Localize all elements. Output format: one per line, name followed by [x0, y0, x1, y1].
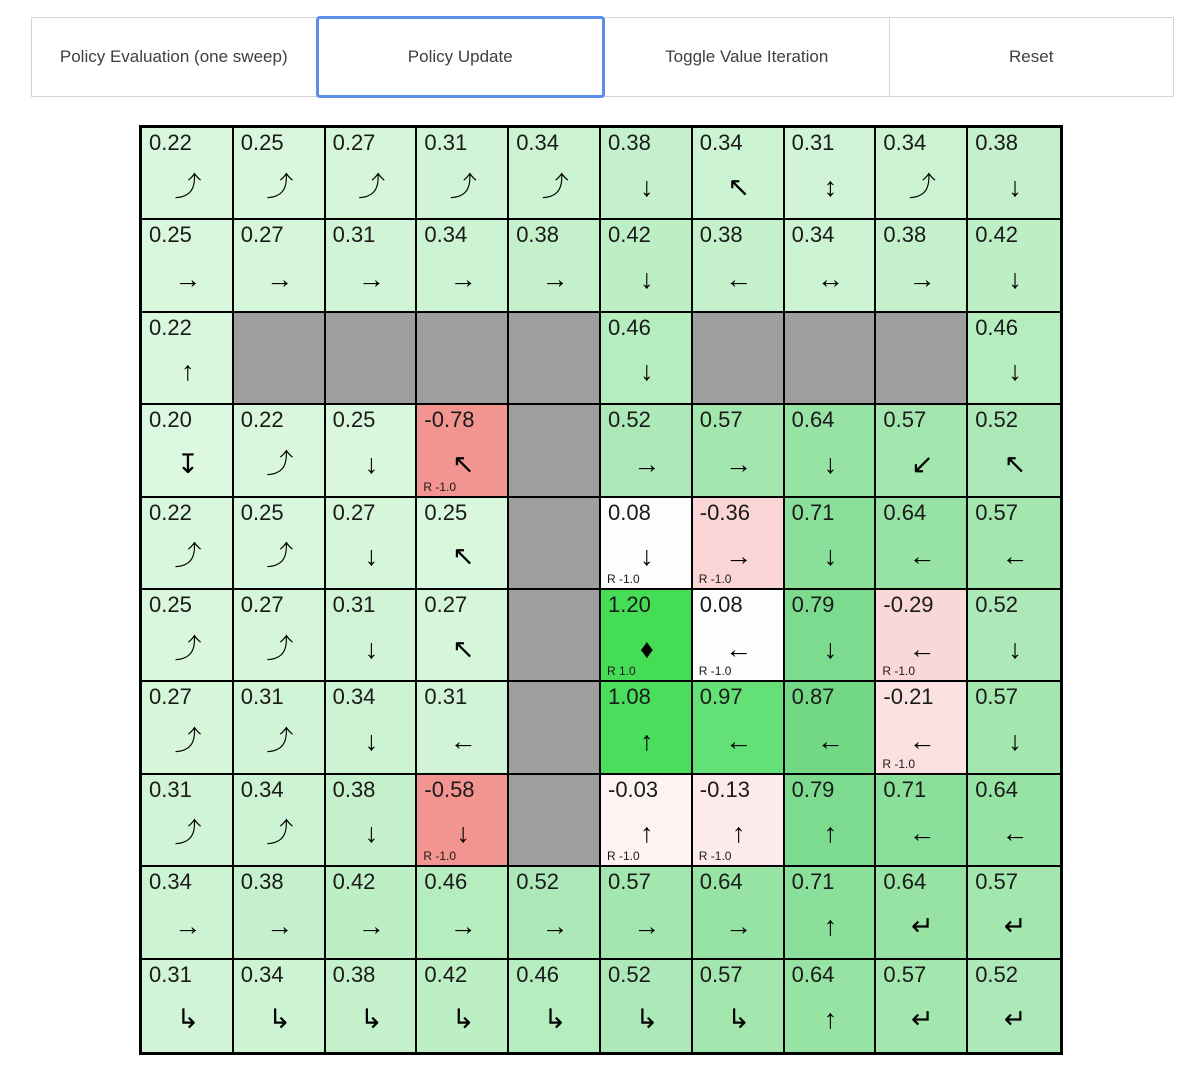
- grid-cell[interactable]: [142, 313, 234, 405]
- grid-cell[interactable]: [876, 960, 968, 1052]
- cell-value: 0.34: [332, 684, 376, 710]
- cell-value: 0.31: [332, 222, 376, 248]
- policy-arrow-icon: ↖: [451, 541, 473, 572]
- policy-arrow-icon: ↳: [268, 1004, 289, 1035]
- cell-value: 0.31: [424, 684, 468, 710]
- cell-value: 0.25: [240, 130, 284, 155]
- grid-cell[interactable]: [234, 220, 326, 312]
- gridworld-grid: [142, 128, 1060, 1052]
- grid-cell-wall[interactable]: [234, 313, 326, 405]
- toolbar: [31, 17, 1173, 97]
- grid-cell[interactable]: [785, 220, 877, 312]
- policy-arrow-icon: ⤴: [357, 171, 383, 202]
- cell-value: 0.27: [332, 130, 376, 155]
- grid-cell[interactable]: [785, 960, 877, 1052]
- grid-cell[interactable]: [417, 867, 509, 959]
- policy-arrow-icon: ♦: [640, 633, 652, 664]
- toolbar-button-label: Policy Evaluation (one sweep): [59, 47, 288, 66]
- policy-arrow-icon: ↓: [640, 264, 652, 295]
- cell-reward-label: R -1.0: [423, 479, 457, 494]
- cell-value: 0.25: [240, 499, 284, 525]
- toolbar-button-label: Policy Update: [407, 47, 513, 66]
- policy-arrow-icon: ⤴: [266, 541, 292, 572]
- grid-cell[interactable]: [326, 498, 418, 590]
- cell-value: -0.21: [883, 684, 934, 710]
- grid-cell[interactable]: [234, 405, 326, 497]
- grid-cell-wall[interactable]: [876, 313, 968, 405]
- grid-cell[interactable]: [785, 498, 877, 590]
- cell-reward-label: R -1.0: [698, 572, 732, 586]
- grid-cell[interactable]: [601, 313, 693, 405]
- policy-arrow-icon: →: [633, 448, 659, 479]
- grid-cell[interactable]: [326, 775, 418, 867]
- policy-arrow-icon: ↑: [731, 818, 744, 849]
- policy-arrow-icon: ↓: [1008, 726, 1020, 757]
- cell-value: 0.27: [332, 499, 376, 525]
- cell-reward-label: R -1.0: [607, 572, 640, 586]
- cell-value: 0.46: [608, 314, 651, 340]
- policy-arrow-icon: ↓: [364, 818, 377, 849]
- policy-arrow-icon: ↧: [176, 448, 198, 479]
- policy-arrow-icon: →: [633, 910, 659, 941]
- grid-cell[interactable]: [509, 960, 601, 1052]
- cell-value: 0.87: [791, 684, 835, 710]
- cell-value: 0.38: [332, 961, 376, 987]
- toolbar-button-1[interactable]: [316, 16, 606, 98]
- cell-value: 0.79: [791, 776, 835, 802]
- grid-cell[interactable]: [876, 682, 968, 774]
- policy-arrow-icon: ⤴: [266, 448, 292, 479]
- policy-arrow-icon: ⤴: [174, 541, 200, 572]
- grid-cell[interactable]: [326, 405, 418, 497]
- policy-arrow-icon: ←: [449, 726, 475, 757]
- policy-arrow-icon: ↓: [1008, 171, 1020, 202]
- cell-value: 0.31: [791, 130, 835, 155]
- grid-cell[interactable]: [142, 960, 234, 1052]
- cell-value: 0.64: [975, 776, 1019, 802]
- policy-arrow-icon: ↑: [823, 818, 836, 849]
- cell-value: 0.57: [975, 684, 1019, 710]
- grid-cell[interactable]: [142, 867, 234, 959]
- grid-cell[interactable]: [601, 220, 693, 312]
- cell-value: 0.52: [975, 961, 1019, 987]
- grid-cell[interactable]: [693, 498, 785, 590]
- grid-cell[interactable]: [785, 405, 877, 497]
- grid-cell[interactable]: [417, 220, 509, 312]
- cell-value: 0.38: [975, 130, 1019, 155]
- cell-value: 0.64: [883, 499, 927, 525]
- policy-arrow-icon: ↳: [635, 1004, 657, 1035]
- grid-cell[interactable]: [601, 867, 693, 959]
- policy-arrow-icon: ←: [725, 633, 751, 664]
- grid-cell[interactable]: [142, 220, 234, 312]
- grid-cell[interactable]: [417, 498, 509, 590]
- grid-cell[interactable]: [968, 682, 1060, 774]
- grid-cell[interactable]: [417, 590, 509, 682]
- cell-value: 0.71: [883, 776, 927, 802]
- cell-value: 0.22: [149, 130, 192, 155]
- cell-reward-label: R 1.0: [607, 664, 636, 679]
- grid-cell[interactable]: [601, 590, 693, 682]
- grid-cell[interactable]: [601, 682, 693, 774]
- cell-value: 0.38: [608, 130, 651, 155]
- policy-arrow-icon: ↓: [364, 448, 377, 479]
- grid-cell-wall[interactable]: [509, 405, 601, 497]
- grid-cell[interactable]: [326, 590, 418, 682]
- policy-arrow-icon: ↖: [451, 633, 473, 664]
- grid-cell[interactable]: [876, 498, 968, 590]
- grid-cell[interactable]: [142, 775, 234, 867]
- grid-cell[interactable]: [693, 682, 785, 774]
- policy-arrow-icon: ←: [725, 726, 751, 757]
- cell-value: 0.71: [791, 499, 835, 525]
- cell-value: 0.57: [608, 869, 651, 895]
- policy-arrow-icon: ←: [908, 633, 934, 664]
- policy-arrow-icon: ↑: [640, 726, 652, 757]
- cell-value: 0.31: [424, 130, 468, 155]
- grid-cell[interactable]: [693, 590, 785, 682]
- cell-value: 0.25: [424, 499, 468, 525]
- toolbar-button-0[interactable]: [31, 17, 317, 97]
- cell-value: 0.31: [332, 592, 376, 617]
- grid-cell[interactable]: [968, 128, 1060, 220]
- grid-cell[interactable]: [785, 775, 877, 867]
- grid-cell[interactable]: [876, 867, 968, 959]
- grid-cell[interactable]: [509, 867, 601, 959]
- policy-arrow-icon: ↓: [823, 541, 836, 572]
- grid-cell[interactable]: [876, 220, 968, 312]
- policy-arrow-icon: ↳: [451, 1004, 473, 1035]
- cell-value: 0.57: [699, 961, 743, 987]
- cell-value: 0.52: [516, 869, 560, 895]
- cell-value: 0.57: [883, 961, 927, 987]
- policy-arrow-icon: ⤴: [266, 726, 292, 757]
- policy-arrow-icon: ←: [1001, 818, 1027, 849]
- toolbar-button-label: Reset: [1009, 47, 1054, 66]
- cell-value: -0.58: [424, 776, 475, 802]
- cell-value: 0.38: [240, 869, 284, 895]
- cell-value: 0.31: [149, 961, 192, 987]
- cell-value: 0.27: [240, 222, 284, 248]
- grid-cell[interactable]: [509, 128, 601, 220]
- grid-cell[interactable]: [234, 682, 326, 774]
- policy-arrow-icon: ↓: [1008, 264, 1020, 295]
- policy-arrow-icon: ↵: [910, 910, 932, 941]
- policy-arrow-icon: →: [174, 264, 200, 295]
- grid-cell[interactable]: [968, 590, 1060, 682]
- policy-arrow-icon: ↔: [816, 264, 842, 295]
- grid-cell[interactable]: [968, 498, 1060, 590]
- grid-cell-wall[interactable]: [509, 313, 601, 405]
- policy-arrow-icon: ⤴: [266, 171, 292, 202]
- cell-value: 0.25: [332, 407, 376, 433]
- cell-value: 0.57: [699, 407, 743, 433]
- policy-arrow-icon: ↑: [823, 910, 836, 941]
- cell-value: 1.20: [608, 592, 651, 617]
- policy-arrow-icon: ⤴: [266, 818, 292, 849]
- grid-cell[interactable]: [693, 128, 785, 220]
- grid-cell[interactable]: [968, 960, 1060, 1052]
- grid-cell[interactable]: [326, 682, 418, 774]
- cell-value: -0.78: [424, 407, 475, 433]
- grid-cell[interactable]: [417, 960, 509, 1052]
- cell-value: 0.38: [699, 222, 743, 248]
- cell-value: 0.34: [791, 222, 835, 248]
- grid-cell-wall[interactable]: [417, 313, 509, 405]
- cell-value: 0.46: [424, 869, 468, 895]
- grid-cell[interactable]: [326, 960, 418, 1052]
- cell-value: 0.42: [424, 961, 468, 987]
- cell-value: 0.34: [240, 961, 284, 987]
- grid-cell[interactable]: [417, 128, 509, 220]
- grid-cell[interactable]: [876, 775, 968, 867]
- cell-value: 0.71: [791, 869, 835, 895]
- policy-arrow-icon: ↙: [910, 448, 932, 479]
- grid-cell[interactable]: [509, 220, 601, 312]
- policy-arrow-icon: ←: [816, 726, 842, 757]
- cell-value: 0.27: [240, 592, 284, 617]
- cell-value: 0.64: [791, 961, 835, 987]
- policy-arrow-icon: ↓: [823, 448, 836, 479]
- policy-arrow-icon: ⤴: [174, 726, 200, 757]
- cell-value: 0.46: [516, 961, 560, 987]
- policy-arrow-icon: ↓: [364, 633, 377, 664]
- cell-reward-label: R -1.0: [882, 664, 916, 679]
- cell-value: 0.34: [699, 130, 743, 155]
- cell-value: 0.25: [149, 222, 192, 248]
- policy-arrow-icon: →: [449, 264, 475, 295]
- cell-value: 1.08: [608, 684, 651, 710]
- cell-value: 0.64: [699, 869, 743, 895]
- policy-arrow-icon: →: [725, 541, 751, 572]
- grid-cell[interactable]: [142, 405, 234, 497]
- grid-cell[interactable]: [234, 960, 326, 1052]
- cell-value: 0.57: [975, 499, 1019, 525]
- policy-arrow-icon: ↖: [451, 448, 473, 479]
- policy-arrow-icon: →: [449, 910, 475, 941]
- grid-cell[interactable]: [326, 220, 418, 312]
- policy-arrow-icon: ↓: [364, 726, 377, 757]
- cell-value: 0.38: [516, 222, 560, 248]
- cell-value: 0.52: [608, 407, 651, 433]
- grid-cell[interactable]: [234, 498, 326, 590]
- grid-cell[interactable]: [876, 405, 968, 497]
- cell-value: 0.64: [791, 407, 835, 433]
- grid-cell[interactable]: [785, 590, 877, 682]
- grid-cell[interactable]: [417, 405, 509, 497]
- cell-value: 0.52: [975, 592, 1019, 617]
- grid-cell[interactable]: [968, 313, 1060, 405]
- cell-value: 0.46: [975, 314, 1019, 340]
- policy-arrow-icon: ↑: [181, 356, 193, 387]
- cell-reward-label: R -1.0: [882, 756, 916, 771]
- grid-cell[interactable]: [142, 128, 234, 220]
- cell-value: 0.97: [699, 684, 743, 710]
- grid-cell[interactable]: [234, 775, 326, 867]
- cell-value: 0.31: [240, 684, 284, 710]
- cell-value: 0.22: [149, 314, 192, 340]
- cell-value: 0.25: [149, 592, 192, 617]
- cell-value: 0.22: [240, 407, 284, 433]
- grid-cell[interactable]: [601, 775, 693, 867]
- grid-cell[interactable]: [142, 590, 234, 682]
- grid-cell[interactable]: [785, 867, 877, 959]
- grid-cell-wall[interactable]: [509, 775, 601, 867]
- grid-cell-wall[interactable]: [326, 313, 418, 405]
- toolbar-button-3[interactable]: [889, 17, 1175, 97]
- cell-value: -0.36: [699, 499, 750, 525]
- cell-value: 0.42: [332, 869, 376, 895]
- policy-arrow-icon: ↖: [727, 171, 748, 202]
- policy-arrow-icon: →: [357, 910, 383, 941]
- cell-value: 0.34: [149, 869, 192, 895]
- cell-value: 0.08: [699, 592, 743, 617]
- cell-value: -0.13: [699, 776, 750, 802]
- cell-value: -0.29: [883, 592, 934, 617]
- grid-cell[interactable]: [326, 867, 418, 959]
- toolbar-button-2[interactable]: [604, 17, 890, 97]
- policy-arrow-icon: ↑: [640, 818, 652, 849]
- policy-arrow-icon: →: [266, 264, 292, 295]
- policy-arrow-icon: ↓: [823, 633, 836, 664]
- grid-cell-wall[interactable]: [693, 313, 785, 405]
- grid-cell[interactable]: [234, 867, 326, 959]
- cell-value: 0.22: [149, 499, 192, 525]
- policy-arrow-icon: ⤴: [266, 633, 292, 664]
- grid-cell[interactable]: [693, 405, 785, 497]
- policy-arrow-icon: ←: [908, 541, 934, 572]
- grid-cell-wall[interactable]: [509, 498, 601, 590]
- grid-cell[interactable]: [785, 128, 877, 220]
- cell-value: 0.42: [608, 222, 651, 248]
- policy-arrow-icon: ⤴: [174, 171, 200, 202]
- policy-arrow-icon: ↳: [543, 1004, 565, 1035]
- grid-cell[interactable]: [693, 867, 785, 959]
- grid-cell[interactable]: [968, 220, 1060, 312]
- cell-value: 0.34: [516, 130, 560, 155]
- grid-cell[interactable]: [693, 960, 785, 1052]
- grid-cell[interactable]: [234, 590, 326, 682]
- cell-reward-label: R -1.0: [423, 849, 457, 864]
- policy-arrow-icon: →: [725, 910, 751, 941]
- policy-arrow-icon: ←: [725, 264, 751, 295]
- policy-arrow-icon: ⤴: [541, 171, 567, 202]
- cell-value: 0.79: [791, 592, 835, 617]
- grid-cell[interactable]: [234, 128, 326, 220]
- policy-arrow-icon: ↓: [640, 541, 652, 572]
- policy-arrow-icon: ⤴: [174, 633, 200, 664]
- grid-cell[interactable]: [968, 405, 1060, 497]
- policy-arrow-icon: ↑: [823, 1004, 836, 1035]
- policy-arrow-icon: ↓: [640, 356, 652, 387]
- policy-arrow-icon: →: [174, 910, 200, 941]
- grid-cell[interactable]: [417, 775, 509, 867]
- policy-arrow-icon: ↓: [456, 818, 469, 849]
- cell-reward-label: R -1.0: [698, 849, 732, 864]
- cell-value: 0.57: [883, 407, 927, 433]
- grid-cell[interactable]: [601, 128, 693, 220]
- policy-arrow-icon: →: [541, 910, 567, 941]
- policy-arrow-icon: ←: [908, 726, 934, 757]
- cell-value: -0.03: [608, 776, 659, 802]
- cell-value: 0.34: [424, 222, 468, 248]
- policy-arrow-icon: ↳: [360, 1004, 381, 1035]
- cell-value: 0.20: [149, 407, 192, 433]
- grid-cell[interactable]: [601, 405, 693, 497]
- policy-arrow-icon: ↳: [727, 1004, 748, 1035]
- cell-value: 0.57: [975, 869, 1019, 895]
- policy-arrow-icon: ↓: [1008, 633, 1020, 664]
- gridworld-border: [139, 125, 1063, 1055]
- policy-arrow-icon: ⤴: [174, 818, 200, 849]
- policy-arrow-icon: ↵: [1003, 1004, 1025, 1035]
- cell-value: 0.27: [424, 592, 468, 617]
- grid-cell[interactable]: [968, 775, 1060, 867]
- policy-arrow-icon: ↕: [823, 171, 836, 202]
- grid-cell[interactable]: [968, 867, 1060, 959]
- cell-value: 0.31: [149, 776, 192, 802]
- policy-arrow-icon: ⤴: [449, 171, 475, 202]
- policy-arrow-icon: →: [541, 264, 567, 295]
- cell-value: 0.64: [883, 869, 927, 895]
- grid-cell[interactable]: [601, 960, 693, 1052]
- cell-value: 0.42: [975, 222, 1019, 248]
- cell-value: 0.52: [975, 407, 1019, 433]
- grid-cell-wall[interactable]: [509, 590, 601, 682]
- cell-reward-label: R -1.0: [698, 664, 732, 679]
- grid-cell[interactable]: [693, 220, 785, 312]
- policy-arrow-icon: ↓: [640, 171, 652, 202]
- policy-arrow-icon: ⤴: [908, 171, 934, 202]
- grid-cell-wall[interactable]: [509, 682, 601, 774]
- policy-arrow-icon: ↵: [910, 1004, 932, 1035]
- grid-cell[interactable]: [142, 682, 234, 774]
- policy-arrow-icon: ←: [908, 818, 934, 849]
- policy-arrow-icon: ↖: [1003, 448, 1025, 479]
- cell-value: 0.38: [883, 222, 927, 248]
- policy-arrow-icon: ↓: [364, 541, 377, 572]
- grid-cell[interactable]: [326, 128, 418, 220]
- policy-arrow-icon: →: [725, 448, 751, 479]
- policy-arrow-icon: →: [357, 264, 383, 295]
- policy-arrow-icon: →: [908, 264, 934, 295]
- cell-value: 0.52: [608, 961, 651, 987]
- grid-cell[interactable]: [417, 682, 509, 774]
- policy-arrow-icon: →: [266, 910, 292, 941]
- cell-value: 0.34: [240, 776, 284, 802]
- cell-value: 0.34: [883, 130, 927, 155]
- policy-arrow-icon: ←: [1001, 541, 1027, 572]
- grid-cell[interactable]: [142, 498, 234, 590]
- policy-arrow-icon: ↓: [1008, 356, 1020, 387]
- policy-arrow-icon: ↳: [176, 1004, 198, 1035]
- cell-value: 0.27: [149, 684, 192, 710]
- toolbar-button-label: Toggle Value Iteration: [665, 47, 829, 66]
- grid-cell[interactable]: [876, 590, 968, 682]
- cell-reward-label: R -1.0: [607, 849, 640, 864]
- cell-value: 0.08: [608, 499, 651, 525]
- grid-cell[interactable]: [785, 682, 877, 774]
- grid-cell[interactable]: [876, 128, 968, 220]
- grid-cell[interactable]: [693, 775, 785, 867]
- grid-cell-wall[interactable]: [785, 313, 877, 405]
- grid-cell[interactable]: [601, 498, 693, 590]
- policy-arrow-icon: ↵: [1003, 910, 1025, 941]
- cell-value: 0.38: [332, 776, 376, 802]
